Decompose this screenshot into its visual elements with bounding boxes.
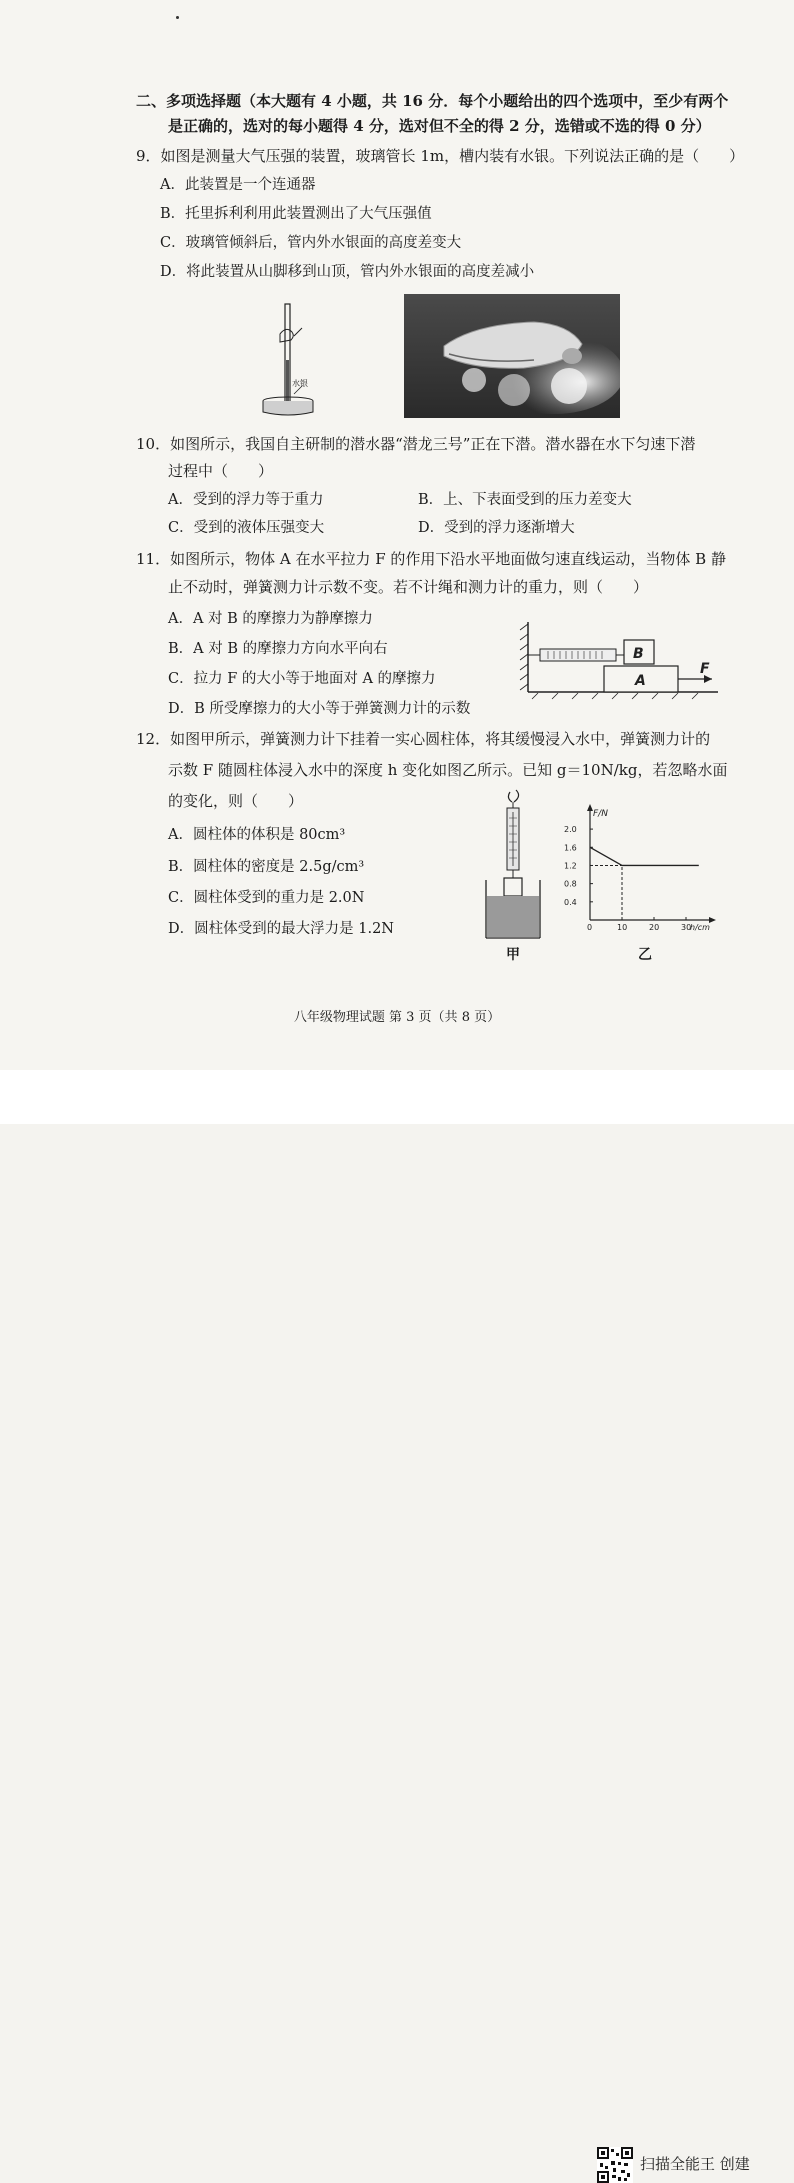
q10-option-c: C．受到的液体压强变大 — [168, 520, 325, 536]
force-depth-chart — [562, 800, 722, 940]
x-tick-label-3: 30 — [681, 923, 692, 932]
x-axis-arrow — [709, 917, 716, 923]
block-a-label: A — [635, 673, 646, 689]
q11-option-c: C．拉力 F 的大小等于地面对 A 的摩擦力 — [168, 671, 436, 687]
caption-jia: 甲 — [506, 947, 520, 963]
torricelli-apparatus-figure — [258, 298, 328, 420]
y-tick-label-1: 0.8 — [564, 879, 577, 889]
q10-option-a: A．受到的浮力等于重力 — [168, 492, 324, 508]
series-line-F — [590, 847, 699, 865]
q11-option-a: A．A 对 B 的摩擦力为静摩擦力 — [168, 611, 373, 627]
q10-stem-line-2: 过程中（ ） — [168, 462, 274, 480]
x-tick-label-1: 10 — [617, 923, 628, 932]
section-title-line-2: 是正确的，选对的每小题得 4 分，选对但不全的得 2 分，选错或不选的得 0 分） — [168, 117, 711, 135]
q11-stem-line-1: 11．如图所示，物体 A 在水平拉力 F 的作用下沿水平地面做匀速直线运动，当物体 B 静 — [136, 550, 726, 568]
caption-yi: 乙 — [638, 947, 652, 963]
force-label: F — [700, 661, 710, 677]
x-tick-label-0: 0 — [587, 923, 593, 932]
x-tick-label-2: 20 — [649, 923, 660, 932]
y-tick-label-0: 0.4 — [564, 897, 577, 907]
q10-option-d: D．受到的浮力逐渐增大 — [418, 520, 575, 536]
q9-option-c: C．玻璃管倾斜后，管内外水银面的高度差变大 — [160, 235, 462, 251]
y-tick-label-2: 1.2 — [564, 861, 577, 871]
page-footer: 八年级物理试题 第 3 页（共 8 页） — [293, 1010, 501, 1025]
scanner-watermark-bar — [0, 1070, 794, 2173]
q12-option-c: C．圆柱体受到的重力是 2.0N — [168, 890, 365, 906]
q12-stem-line-2: 示数 F 随圆柱体浸入水中的深度 h 变化如图乙所示。已知 g＝10N/kg，若忽略水面 — [168, 761, 728, 779]
q11-stem-line-2: 止不动时，弹簧测力计示数不变。若不计绳和测力计的重力，则（ ） — [168, 578, 649, 596]
section-title-line-1: 二、多项选择题（本大题有 4 小题，共 16 分．每个小题给出的四个选项中，至少有两个 — [136, 92, 729, 110]
block-b-label: B — [633, 646, 644, 662]
q9-option-a: A．此装置是一个连通器 — [160, 177, 316, 193]
hand-icon — [280, 329, 293, 342]
q12-option-d: D．圆柱体受到的最大浮力是 1.2N — [168, 921, 394, 937]
q9-option-d: D．将此装置从山脚移到山顶，管内外水银面的高度差减小 — [160, 264, 535, 280]
q10-option-b: B．上、下表面受到的压力差变大 — [418, 492, 632, 508]
q12-stem-line-1: 12．如图甲所示，弹簧测力计下挂着一实心圆柱体，将其缓慢浸入水中，弹簧测力计的 — [136, 730, 711, 748]
submersible-photo — [404, 294, 620, 418]
water — [487, 896, 539, 937]
exam-sheet — [0, 0, 794, 1070]
scanner-watermark-text: 扫描全能王 创建 — [640, 2155, 750, 2173]
friction-setup-figure — [518, 618, 724, 702]
mercury-trough — [263, 401, 313, 415]
qr-code-icon — [597, 2147, 633, 2183]
q9-stem: 9．如图是测量大气压强的装置，玻璃管长 1m，槽内装有水银。下列说法正确的是（ ） — [136, 147, 745, 165]
q9-option-b: B．托里拆利利用此装置测出了大气压强值 — [160, 206, 432, 222]
y-axis-label: F/N — [593, 809, 608, 819]
q11-option-b: B．A 对 B 的摩擦力方向水平向右 — [168, 641, 388, 657]
q12-stem-line-3: 的变化，则（ ） — [168, 792, 304, 810]
q10-stem-line-1: 10．如图所示，我国自主研制的潜水器“潜龙三号”正在下潜。潜水器在水下匀速下潜 — [136, 435, 696, 453]
cylinder — [504, 878, 522, 896]
y-tick-label-3: 1.6 — [564, 843, 577, 853]
spring-scale-beaker-figure — [480, 788, 546, 942]
scan-speck — [176, 16, 179, 19]
mercury-label: 水银 — [292, 379, 308, 388]
y-tick-label-4: 2.0 — [564, 825, 577, 835]
q12-option-b: B．圆柱体的密度是 2.5g/cm³ — [168, 859, 365, 875]
x-axis-label: h/cm — [690, 923, 710, 932]
q11-option-d: D．B 所受摩擦力的大小等于弹簧测力计的示数 — [168, 701, 471, 717]
hook-icon — [508, 792, 512, 802]
q12-option-a: A．圆柱体的体积是 80cm³ — [168, 827, 346, 843]
